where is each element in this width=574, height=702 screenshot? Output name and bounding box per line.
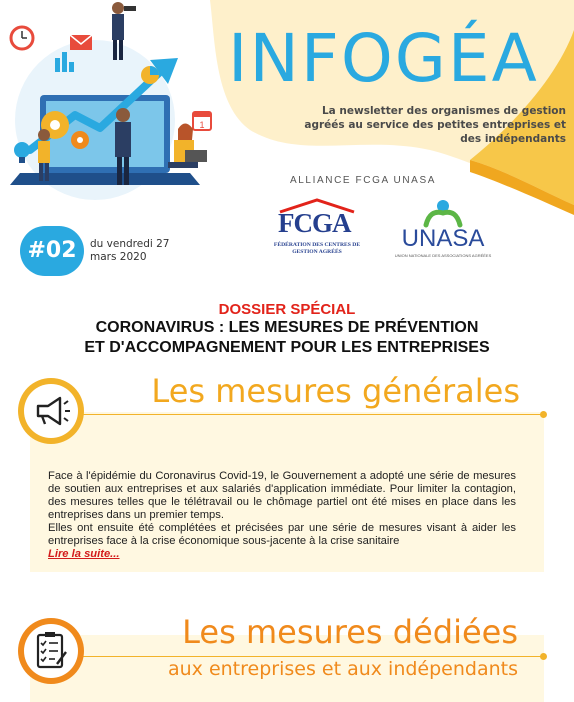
fcga-logo-subtitle: FÉDÉRATION DES CENTRES DE GESTION AGRÉÉS bbox=[273, 242, 361, 255]
unasa-logo[interactable] bbox=[388, 195, 498, 258]
newsletter-title bbox=[228, 20, 539, 98]
read-more-link[interactable]: Lire la suite... bbox=[48, 548, 120, 560]
section-dedicated-measures-title: Les mesures dédiées bbox=[182, 613, 518, 651]
issue-number-badge: #02 bbox=[20, 226, 84, 276]
section-general-measures-dot bbox=[540, 411, 547, 418]
section-general-measures-rule bbox=[60, 414, 544, 415]
unasa-logo-subtitle: UNION NATIONALE DES ASSOCIATIONS AGRÉÉES bbox=[394, 253, 492, 258]
section-dedicated-measures-dot bbox=[540, 653, 547, 660]
brand-title-part1: INF bbox=[228, 20, 341, 97]
paragraph: Elles ont ensuite été complétées et précisées par une série de mesures visant à aider les entreprises face à la crise économique sous-jacente à la crise sanitaire bbox=[48, 522, 516, 547]
fcga-logo-text: FCGA bbox=[278, 208, 351, 238]
calendar-day: 1 bbox=[199, 120, 205, 130]
dossier-label: DOSSIER SPÉCIAL bbox=[218, 301, 356, 318]
checklist-icon-badge bbox=[18, 618, 84, 684]
section-general-measures-text bbox=[48, 470, 516, 561]
section-general-measures-title: Les mesures générales bbox=[151, 372, 520, 410]
newsletter-tagline: La newsletter des organismes de gestion agréés au service des petites entreprises et des indépendants bbox=[304, 105, 566, 145]
dossier-title-line2: ET D'ACCOMPAGNEMENT POUR LES ENTREPRISES bbox=[84, 339, 490, 356]
fcga-logo[interactable] bbox=[268, 198, 366, 256]
section-dedicated-measures-rule bbox=[60, 656, 544, 657]
issue-date: du vendredi 27 mars 2020 bbox=[90, 238, 170, 263]
business-illustration bbox=[0, 0, 230, 210]
section-dedicated-measures-subtitle: aux entreprises et aux indépendants bbox=[167, 658, 518, 680]
laptop-base bbox=[10, 173, 200, 185]
checklist-icon bbox=[24, 624, 78, 678]
megaphone-icon-badge bbox=[18, 378, 84, 444]
fcga-logo-mark bbox=[268, 198, 366, 242]
paragraph: Face à l'épidémie du Coronavirus Covid-19, le Gouvernement a adopté une série de mesures de soutien aux entreprises et aux salariés d'application immédiate. Pour limiter la contagion, des mesures telles que le télétravail ou le chômage partiel ont été mises en place dans les entreprises dans un premier temps. bbox=[48, 470, 516, 521]
dossier-title bbox=[0, 318, 574, 358]
lightbulb-icon bbox=[14, 142, 30, 158]
newsletter-header bbox=[0, 0, 574, 280]
alliance-label: ALLIANCE FCGA UNASA bbox=[290, 175, 436, 186]
brand-title-part2: OGÉA bbox=[340, 20, 539, 97]
dossier-title-line1: CORONAVIRUS : LES MESURES DE PRÉVENTION bbox=[95, 319, 479, 336]
unasa-person-icon bbox=[388, 195, 498, 235]
megaphone-icon bbox=[24, 384, 78, 438]
unasa-logo-text: UNASA bbox=[401, 225, 485, 252]
